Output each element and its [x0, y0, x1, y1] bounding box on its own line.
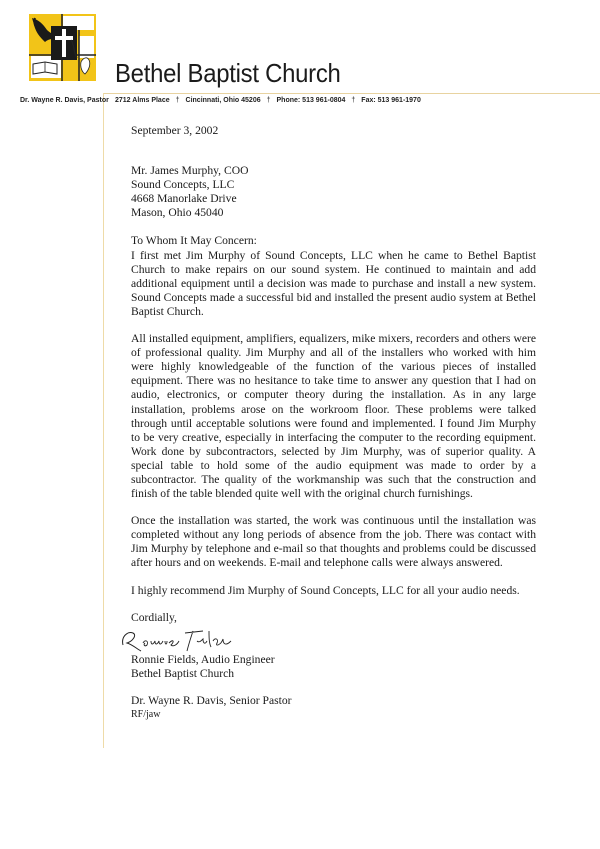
salutation: To Whom It May Concern: — [131, 234, 257, 248]
recipient-line: Mr. James Murphy, COO — [131, 164, 249, 178]
pastor-name: Dr. Wayne R. Davis, Pastor — [20, 97, 109, 104]
recipient-line: Sound Concepts, LLC — [131, 178, 235, 192]
contact-line — [115, 97, 421, 104]
cross-separator: † — [266, 97, 271, 104]
church-logo — [27, 12, 98, 83]
paragraph: I highly recommend Jim Murphy of Sound Concepts, LLC for all your audio needs. — [131, 583, 520, 597]
street-address: 2712 Alms Place — [115, 97, 170, 104]
paragraph: Once the installation was started, the work was continuous until the installation was completed without any long periods of absence from the job. There was contact with Jim Murphy by telephone and e-mail so that thoughts and problems could be discussed after hours and on weekends. E-mail and telephone calls were always answered. — [131, 514, 536, 570]
signer-name: Ronnie Fields, Audio Engineer — [131, 652, 275, 666]
city-address: Cincinnati, Ohio 45206 — [185, 97, 261, 104]
typist-initials: RF/jaw — [131, 709, 161, 720]
letter-date: September 3, 2002 — [131, 124, 219, 137]
signer-organization: Bethel Baptist Church — [131, 666, 235, 680]
recipient-line: Mason, Ohio 45040 — [131, 206, 224, 220]
letterhead-info-bar — [20, 97, 600, 109]
phone-number: Phone: 513 961-0804 — [276, 97, 346, 104]
handwritten-signature — [119, 627, 239, 653]
paragraph: I first met Jim Murphy of Sound Concepts, LLC when he came to Bethel Baptist Church to make repairs on our sound system. He continued to maintain and add additional equipment until a decision was made to purchase and install a new system. Sound Concepts made a successful bid and installed the present audio system at Bethel Baptist Church. — [131, 248, 536, 318]
cross-separator: † — [351, 97, 356, 104]
cc-line: Dr. Wayne R. Davis, Senior Pastor — [131, 693, 292, 707]
closing: Cordially, — [131, 610, 177, 624]
recipient-address — [131, 164, 536, 220]
margin-rule — [103, 93, 104, 748]
recipient-line: 4668 Manorlake Drive — [131, 192, 237, 206]
church-name: Bethel Baptist Church — [115, 58, 341, 88]
fax-number: Fax: 513 961-1970 — [361, 97, 421, 104]
cross-separator: † — [175, 97, 180, 104]
spacer — [131, 681, 536, 694]
letterhead-rule — [103, 93, 600, 94]
letter-body — [131, 124, 536, 722]
paragraph: All installed equipment, amplifiers, equalizers, mike mixers, recorders and others were of professional quality. Jim Murphy and all of the installers who worked with him were highly knowledgeable of the function of the various pieces of installed equipment. There was no hesitance to take time to answer any question that I had on audio, electronics, or computer theory during the installation. As in any large installation, problems arose on the workroom floor. These problems were talked through until acceptable solutions were found and implemented. I found Jim Murphy to be very creative, especially in interfacing the computer to the recording equipment. Work done by subcontractors, selected by Jim Murphy, was of superior quality. A special table to hold some of the audio equipment was made to order by a subcontractor. The quality of the workmanship was such that the construction and finish of the table blended quite well with the original church furnishings. — [131, 332, 536, 501]
